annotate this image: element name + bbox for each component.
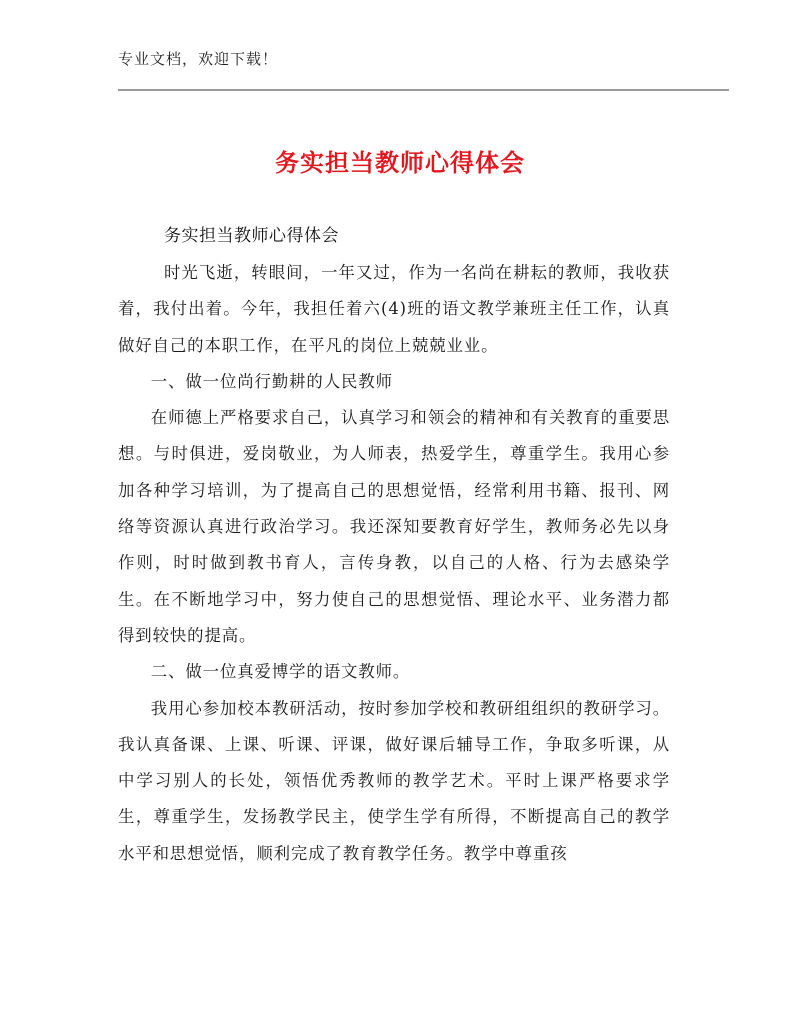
document-title: 务实担当教师心得体会: [275, 149, 525, 177]
header-divider: [118, 89, 729, 91]
section-heading-2: 二、做一位真爱博学的语文教师。: [150, 662, 411, 682]
header-note: 专业文档，欢迎下载！: [118, 50, 279, 68]
document-subtitle: 务实担当教师心得体会: [164, 226, 339, 246]
section-heading-1: 一、做一位尚行勤耕的人民教师: [150, 371, 393, 391]
paragraph-section-2: 我用心参加校本教研活动，按时参加学校和教研组组织的教研学习。我认真备课、上课、听课、评课，做好课后辅导工作，争取多听课，从中学习别人的长处，领悟优秀教师的教学艺术。平时上课严格要求学生，尊重学生，发扬教学民主，使学生学有所得，不断提高自己的教学水平和思想觉悟，顺利完成了教育教学任务。教学中尊重孩: [118, 698, 670, 863]
paragraph-section-1: 在师德上严格要求自己，认真学习和领会的精神和有关教育的重要思想。与时俱进，爱岗敬业，为人师表，热爱学生，尊重学生。我用心参加各种学习培训，为了提高自己的思想觉悟，经常利用书籍、报刊、网络等资源认真进行政治学习。我还深知要教育好学生，教师务必先以身作则，时时做到教书育人，言传身教，以自己的人格、行为去感染学生。在不断地学习中，努力使自己的思想觉悟、理论水平、业务潜力都得到较快的提高。: [118, 408, 670, 645]
document-body: [118, 255, 670, 872]
paragraph-intro: 时光飞逝，转眼间，一年又过，作为一名尚在耕耘的教师，我收获着，我付出着。今年，我担任着六(4)班的语文教学兼班主任工作，认真做好自己的本职工作，在平凡的岗位上兢兢业业。: [118, 263, 670, 355]
